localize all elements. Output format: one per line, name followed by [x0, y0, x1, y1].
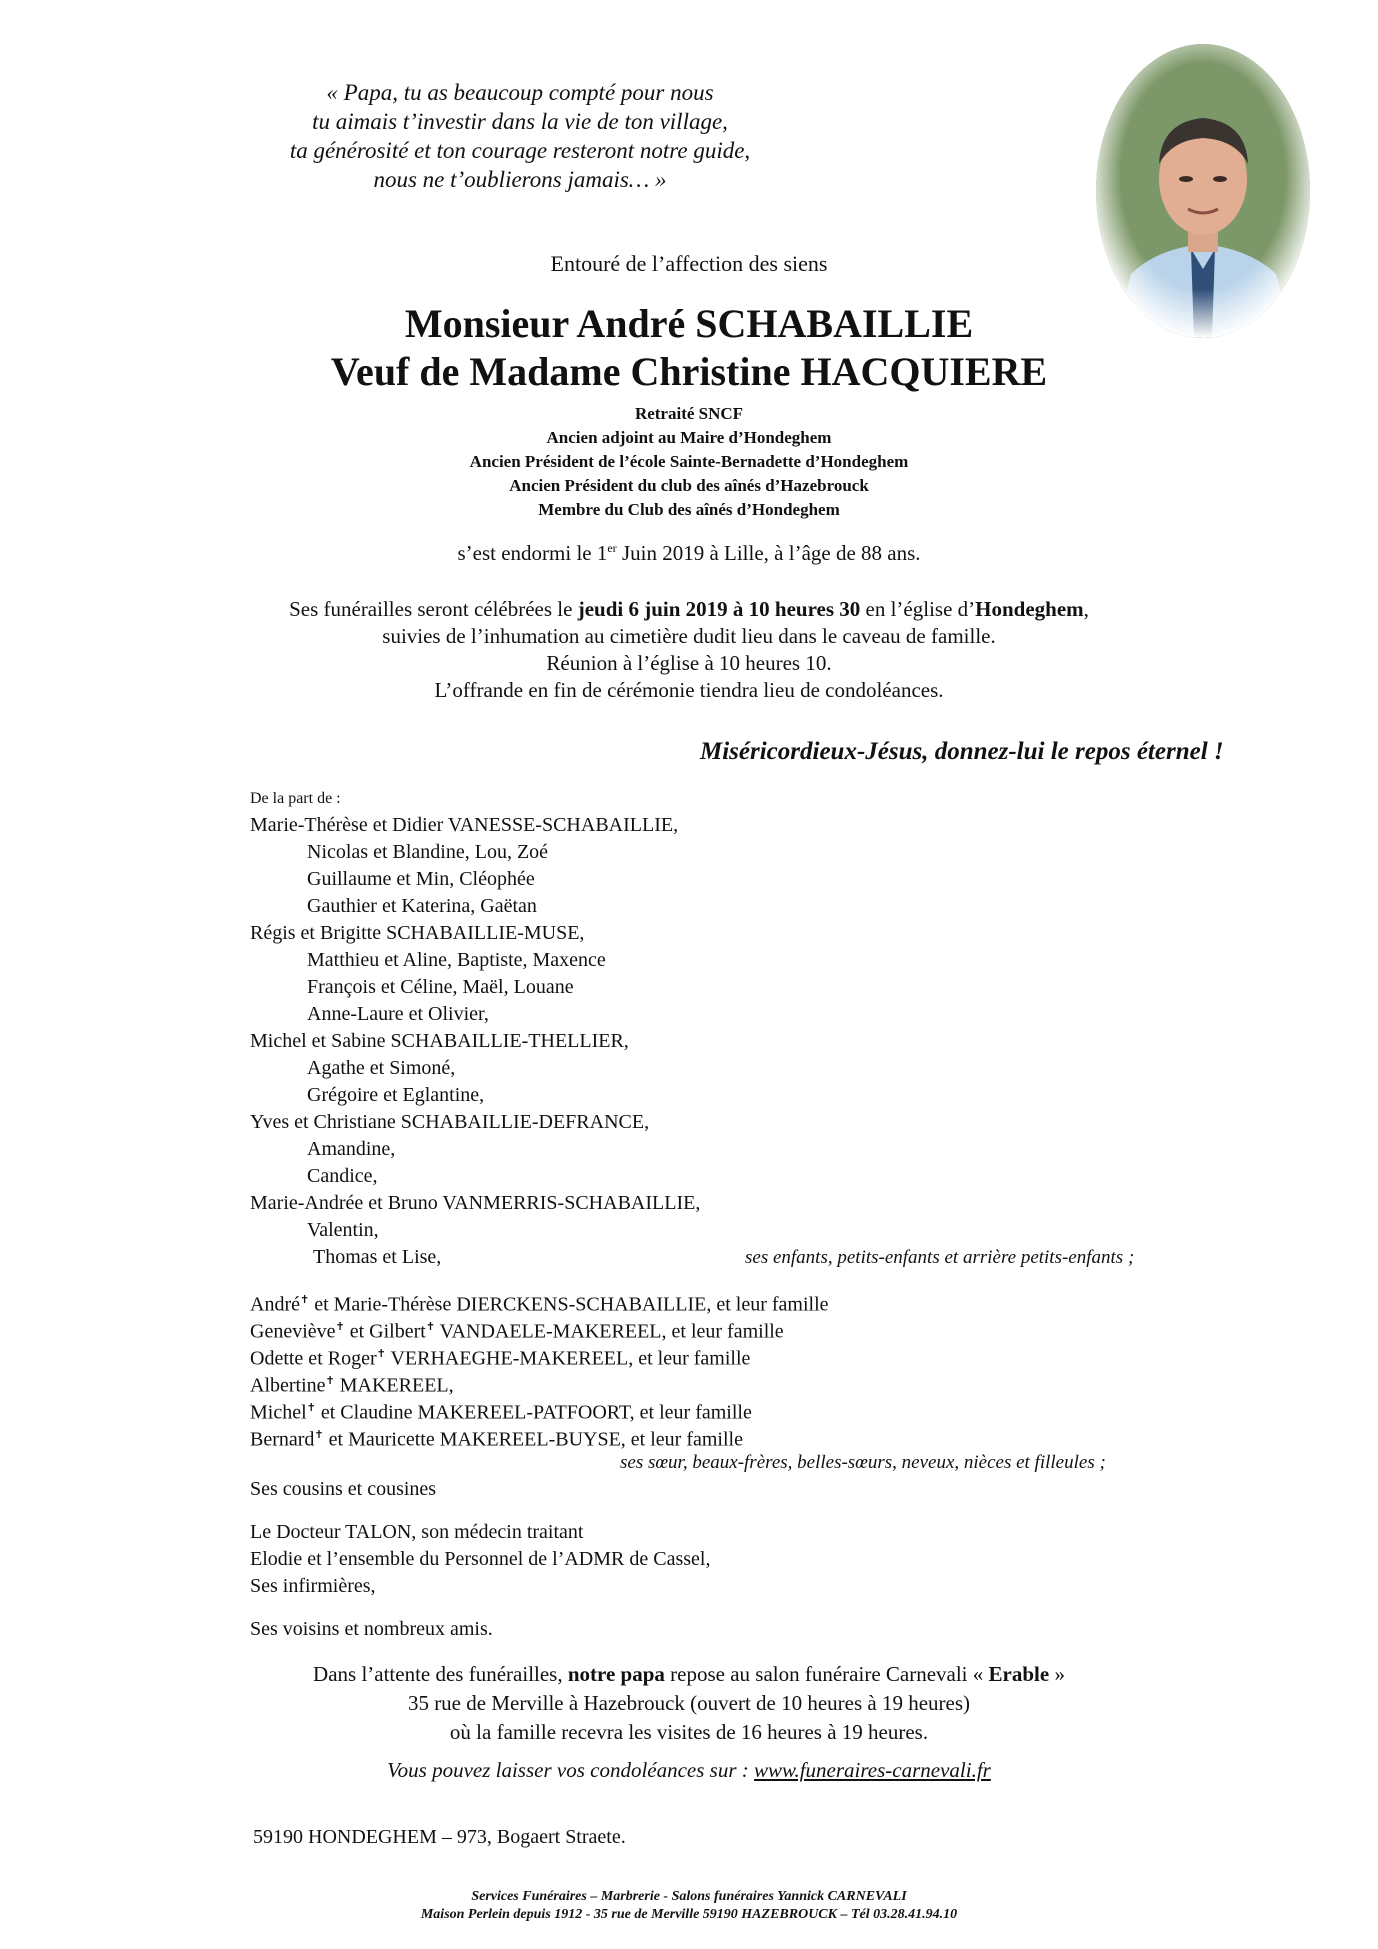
- deceased-cross-icon: ✝: [325, 1375, 335, 1387]
- family-member: Yves et Christiane SCHABAILLIE-DEFRANCE,: [250, 1111, 650, 1133]
- spacer: [250, 1600, 1106, 1616]
- family-address: 59190 HONDEGHEM – 973, Bogaert Straete.: [253, 1826, 626, 1848]
- condolences-line: [0, 1758, 1378, 1783]
- sibling-member: [250, 1341, 1106, 1368]
- quote-line: ta générosité et ton courage resteront notre guide,: [289, 138, 751, 163]
- funeral-date: jeudi 6 juin 2019 à 10 heures 30: [577, 597, 861, 621]
- quote-line: nous ne t’oublierons jamais… »: [373, 167, 667, 192]
- family-member: Grégoire et Eglantine,: [307, 1084, 485, 1106]
- cousins-line: Ses cousins et cousines: [250, 1478, 437, 1500]
- funeral-line: Réunion à l’église à 10 heures 10.: [546, 651, 832, 675]
- title-item: Ancien Président de l’école Sainte-Bernadette d’Hondeghem: [469, 452, 909, 471]
- family-member: Agathe et Simoné,: [307, 1057, 456, 1079]
- sibling-name: VANDAELE-MAKEREEL, et leur famille: [435, 1320, 784, 1343]
- family-member: Gauthier et Katerina, Gaëtan: [307, 895, 537, 917]
- sibling-member: [250, 1287, 1106, 1314]
- wake-text: »: [1049, 1662, 1065, 1686]
- sibling-name: Michel: [250, 1401, 307, 1424]
- sibling-name: MAKEREEL,: [334, 1374, 454, 1397]
- family-member: Michel et Sabine SCHABAILLIE-THELLIER,: [250, 1030, 629, 1052]
- deceased-cross-icon: ✝: [425, 1321, 436, 1333]
- deceased-cross-icon: ✝: [335, 1321, 345, 1333]
- family-member: Marie-Andrée et Bruno VANMERRIS-SCHABAILLIE,: [250, 1192, 701, 1214]
- deceased-cross-icon: ✝: [299, 1294, 310, 1306]
- sibling-name: Odette et Roger: [250, 1347, 377, 1370]
- portrait-photo: [1096, 44, 1310, 338]
- opening-quote: [220, 78, 820, 194]
- title-item: Retraité SNCF: [634, 404, 744, 423]
- wake-text: Dans l’attente des funérailles,: [313, 1662, 568, 1686]
- family-member: François et Céline, Maël, Louane: [307, 976, 574, 998]
- footer-line: Maison Perlein depuis 1912 - 35 rue de Merville 59190 HAZEBROUCK – Tél 03.28.41.94.10: [420, 1907, 958, 1922]
- sibling-member: [250, 1395, 1106, 1422]
- spacer: [250, 1271, 1106, 1287]
- family-member: Anne-Laure et Olivier,: [307, 1003, 489, 1025]
- family-member: Nicolas et Blandine, Lou, Zoé: [307, 841, 549, 863]
- wake-line: où la famille recevra les visites de 16 heures à 19 heures.: [449, 1720, 929, 1744]
- funeral-text: ,: [1083, 597, 1089, 621]
- funeral-text: Ses funérailles seront célébrées le: [289, 597, 578, 621]
- care-line: Le Docteur TALON, son médecin traitant: [250, 1521, 584, 1543]
- family-header: De la part de :: [250, 790, 341, 807]
- funeral-line: L’offrande en fin de cérémonie tiendra lieu de condoléances.: [434, 678, 944, 702]
- spacer: [250, 1503, 1106, 1519]
- family-member: Régis et Brigitte SCHABAILLIE-MUSE,: [250, 922, 585, 944]
- sibling-member: [250, 1368, 1106, 1395]
- title-item: Ancien Président du club des aînés d’Hazebrouck: [509, 476, 869, 495]
- footer-line: Services Funéraires – Marbrerie - Salons funéraires Yannick CARNEVALI: [471, 1889, 907, 1904]
- wake-details: [0, 1660, 1378, 1747]
- family-row: [250, 1244, 1135, 1271]
- funeral-place: Hondeghem: [975, 597, 1084, 621]
- sibling-name: et Claudine MAKEREEL-PATFOORT, et leur famille: [315, 1401, 752, 1424]
- sibling-name: et Gilbert: [344, 1320, 426, 1343]
- death-notice: [0, 541, 1378, 566]
- death-text: Juin 2019 à Lille, à l’âge de 88 ans.: [616, 541, 921, 565]
- death-ordinal: er: [607, 541, 617, 555]
- family-member: Valentin,: [307, 1219, 379, 1241]
- care-line: Ses infirmières,: [250, 1575, 376, 1597]
- wake-text: repose au salon funéraire Carnevali «: [664, 1662, 989, 1686]
- condolences-text: Vous pouvez laisser vos condoléances sur :: [387, 1758, 755, 1782]
- sibling-name: Bernard: [250, 1428, 315, 1451]
- intro-text: Entouré de l’affection des siens: [550, 251, 828, 276]
- deceased-name: Monsieur André SCHABAILLIE: [404, 301, 974, 346]
- deceased-cross-icon: ✝: [376, 1348, 386, 1360]
- prayer-line: Miséricordieux-Jésus, donnez-lui le repos éternel !: [700, 738, 1224, 765]
- sibling-name: et Mauricette MAKEREEL-BUYSE, et leur famille: [323, 1428, 743, 1451]
- care-line: Elodie et l’ensemble du Personnel de l’ADMR de Cassel,: [250, 1548, 711, 1570]
- footer: [0, 1888, 1378, 1924]
- wake-line: 35 rue de Merville à Hazebrouck (ouvert de 10 heures à 19 heures): [407, 1691, 971, 1715]
- quote-line: tu aimais t’investir dans la vie de ton village,: [312, 109, 728, 134]
- funeral-line: suivies de l’inhumation au cimetière dudit lieu dans le caveau de famille.: [382, 624, 996, 648]
- family-member: Amandine,: [307, 1138, 396, 1160]
- title-item: Ancien adjoint au Maire d’Hondeghem: [546, 428, 832, 447]
- sibling-name: Geneviève: [250, 1320, 336, 1343]
- sibling-name: Albertine: [250, 1374, 326, 1397]
- salon-name: Erable: [988, 1662, 1050, 1686]
- sibling-member: [250, 1314, 1106, 1341]
- neighbors-line: Ses voisins et nombreux amis.: [250, 1618, 493, 1640]
- family-member: Guillaume et Min, Cléophée: [307, 868, 535, 890]
- wake-line: [0, 1660, 1378, 1689]
- portrait-illustration: [1096, 44, 1310, 338]
- family-member: Marie-Thérèse et Didier VANESSE-SCHABAILLIE,: [250, 814, 679, 836]
- funeral-details: [0, 596, 1378, 704]
- widower-line: Veuf de Madame Christine HACQUIERE: [330, 349, 1048, 394]
- condolences-link[interactable]: www.funeraires-carnevali.fr: [754, 1758, 991, 1782]
- sibling-member: [250, 1422, 1106, 1449]
- wake-emphasis: notre papa: [567, 1662, 665, 1686]
- death-text: s’est endormi le 1: [457, 541, 608, 565]
- deceased-cross-icon: ✝: [306, 1402, 316, 1414]
- sibling-name: André: [250, 1293, 300, 1316]
- funeral-line: [0, 596, 1378, 623]
- family-member: Thomas et Lise,: [313, 1246, 442, 1268]
- quote-line: « Papa, tu as beaucoup compté pour nous: [326, 80, 714, 105]
- family-member: Candice,: [307, 1165, 378, 1187]
- title-item: Membre du Club des aînés d’Hondeghem: [538, 500, 840, 519]
- children-relation: ses enfants, petits-enfants et arrière petits-enfants ;: [745, 1247, 1135, 1268]
- siblings-relation: ses sœur, beaux-frères, belles-sœurs, neveux, nièces et filleules ;: [620, 1452, 1106, 1473]
- deceased-cross-icon: ✝: [314, 1429, 324, 1441]
- funeral-text: en l’église d’: [860, 597, 976, 621]
- titles-list: [0, 402, 1378, 522]
- family-member: Matthieu et Aline, Baptiste, Maxence: [307, 949, 606, 971]
- family-list: [250, 785, 1135, 1643]
- sibling-name: VERHAEGHE-MAKEREEL, et leur famille: [385, 1347, 751, 1370]
- sibling-name: et Marie-Thérèse DIERCKENS-SCHABAILLIE, et leur famille: [309, 1293, 829, 1316]
